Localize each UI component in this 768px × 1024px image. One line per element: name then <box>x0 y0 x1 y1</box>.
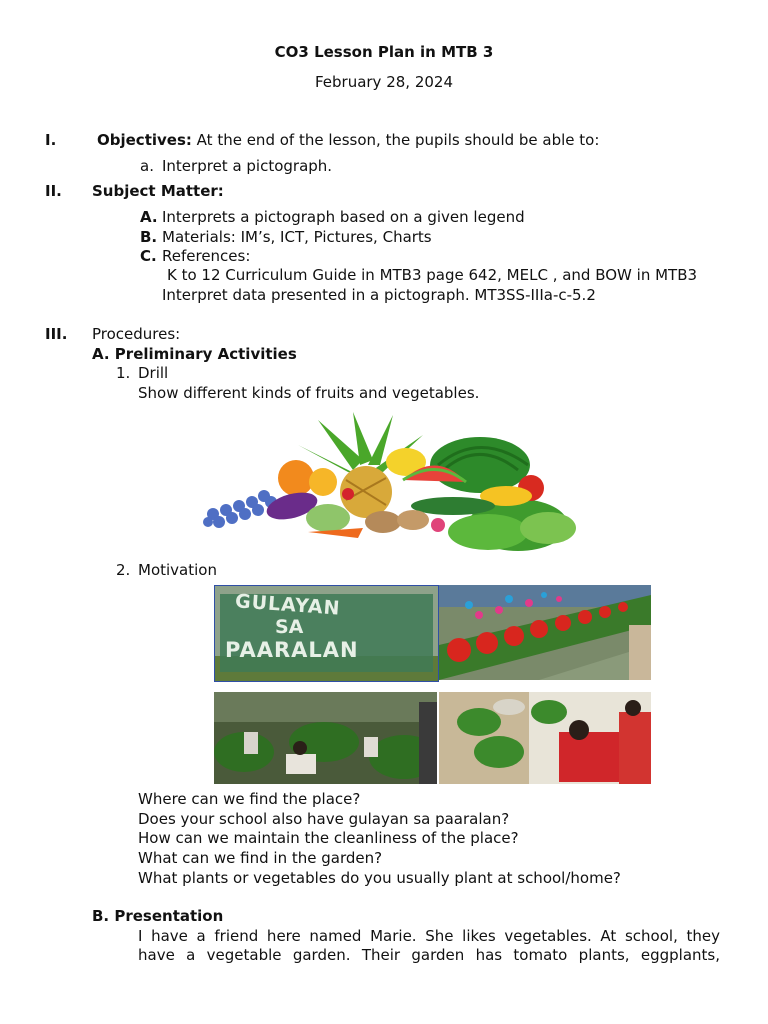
students-gardening-photo <box>214 692 437 784</box>
fruits-vegetables-image <box>188 410 588 556</box>
procedures-heading: Procedures: <box>92 325 181 343</box>
section-numeral-procedures: III. <box>45 325 68 343</box>
question-3: How can we maintain the cleanliness of the place? <box>138 829 519 847</box>
preliminary-activities-heading: A. Preliminary Activities <box>92 345 297 363</box>
question-4: What can we find in the garden? <box>138 849 383 867</box>
potted-plants-photo <box>439 585 651 680</box>
objectives-line <box>97 131 599 149</box>
objective-item-text: Interpret a pictograph. <box>162 157 333 175</box>
gulayan-sign-photo <box>214 585 439 682</box>
question-5: What plants or vegetables do you usually plant at school/home? <box>138 869 621 887</box>
section-numeral-objectives: I. <box>45 131 57 149</box>
motivation-number: 2. <box>116 561 131 579</box>
subject-item-text-c: References: <box>162 247 251 265</box>
objectives-intro: At the end of the lesson, the pupils should be able to: <box>196 131 600 149</box>
subject-item-text-a: Interprets a pictograph based on a given legend <box>162 208 525 226</box>
subject-item-text-b: Materials: IM’s, ICT, Pictures, Charts <box>162 228 432 246</box>
objectives-heading: Objectives: <box>97 131 192 149</box>
reference-line-1: K to 12 Curriculum Guide in MTB3 page 642, MELC , and BOW in MTB3 <box>167 266 698 284</box>
question-2: Does your school also have gulayan sa paaralan? <box>138 810 510 828</box>
sign-text-line-1: GULAYAN <box>234 590 342 620</box>
presentation-line-2: have a vegetable garden. Their garden has tomato plants, eggplants, <box>138 946 720 964</box>
page-title: CO3 Lesson Plan in MTB 3 <box>274 43 494 61</box>
drill-label: Drill <box>138 364 169 382</box>
sign-text-line-2: SA <box>275 616 304 638</box>
vertical-garden-photo <box>439 692 651 784</box>
sign-text-line-3: PAARALAN <box>225 638 359 662</box>
presentation-line-1: I have a friend here named Marie. She likes vegetables. At school, they <box>138 927 720 945</box>
question-1: Where can we find the place? <box>138 790 361 808</box>
lesson-date: February 28, 2024 <box>314 73 454 91</box>
drill-text: Show different kinds of fruits and vegetables. <box>138 384 480 402</box>
presentation-heading: B. Presentation <box>92 907 224 925</box>
drill-number: 1. <box>116 364 131 382</box>
subject-item-letter-c: C. <box>140 247 157 265</box>
objective-item-letter: a. <box>140 157 154 175</box>
subject-item-letter-b: B. <box>140 228 158 246</box>
reference-line-2: Interpret data presented in a pictograph. MT3SS-IIIa-c-5.2 <box>162 286 596 304</box>
subject-item-letter-a: A. <box>140 208 158 226</box>
section-numeral-subject: II. <box>45 182 62 200</box>
motivation-label: Motivation <box>138 561 217 579</box>
subject-matter-heading: Subject Matter: <box>92 182 224 200</box>
